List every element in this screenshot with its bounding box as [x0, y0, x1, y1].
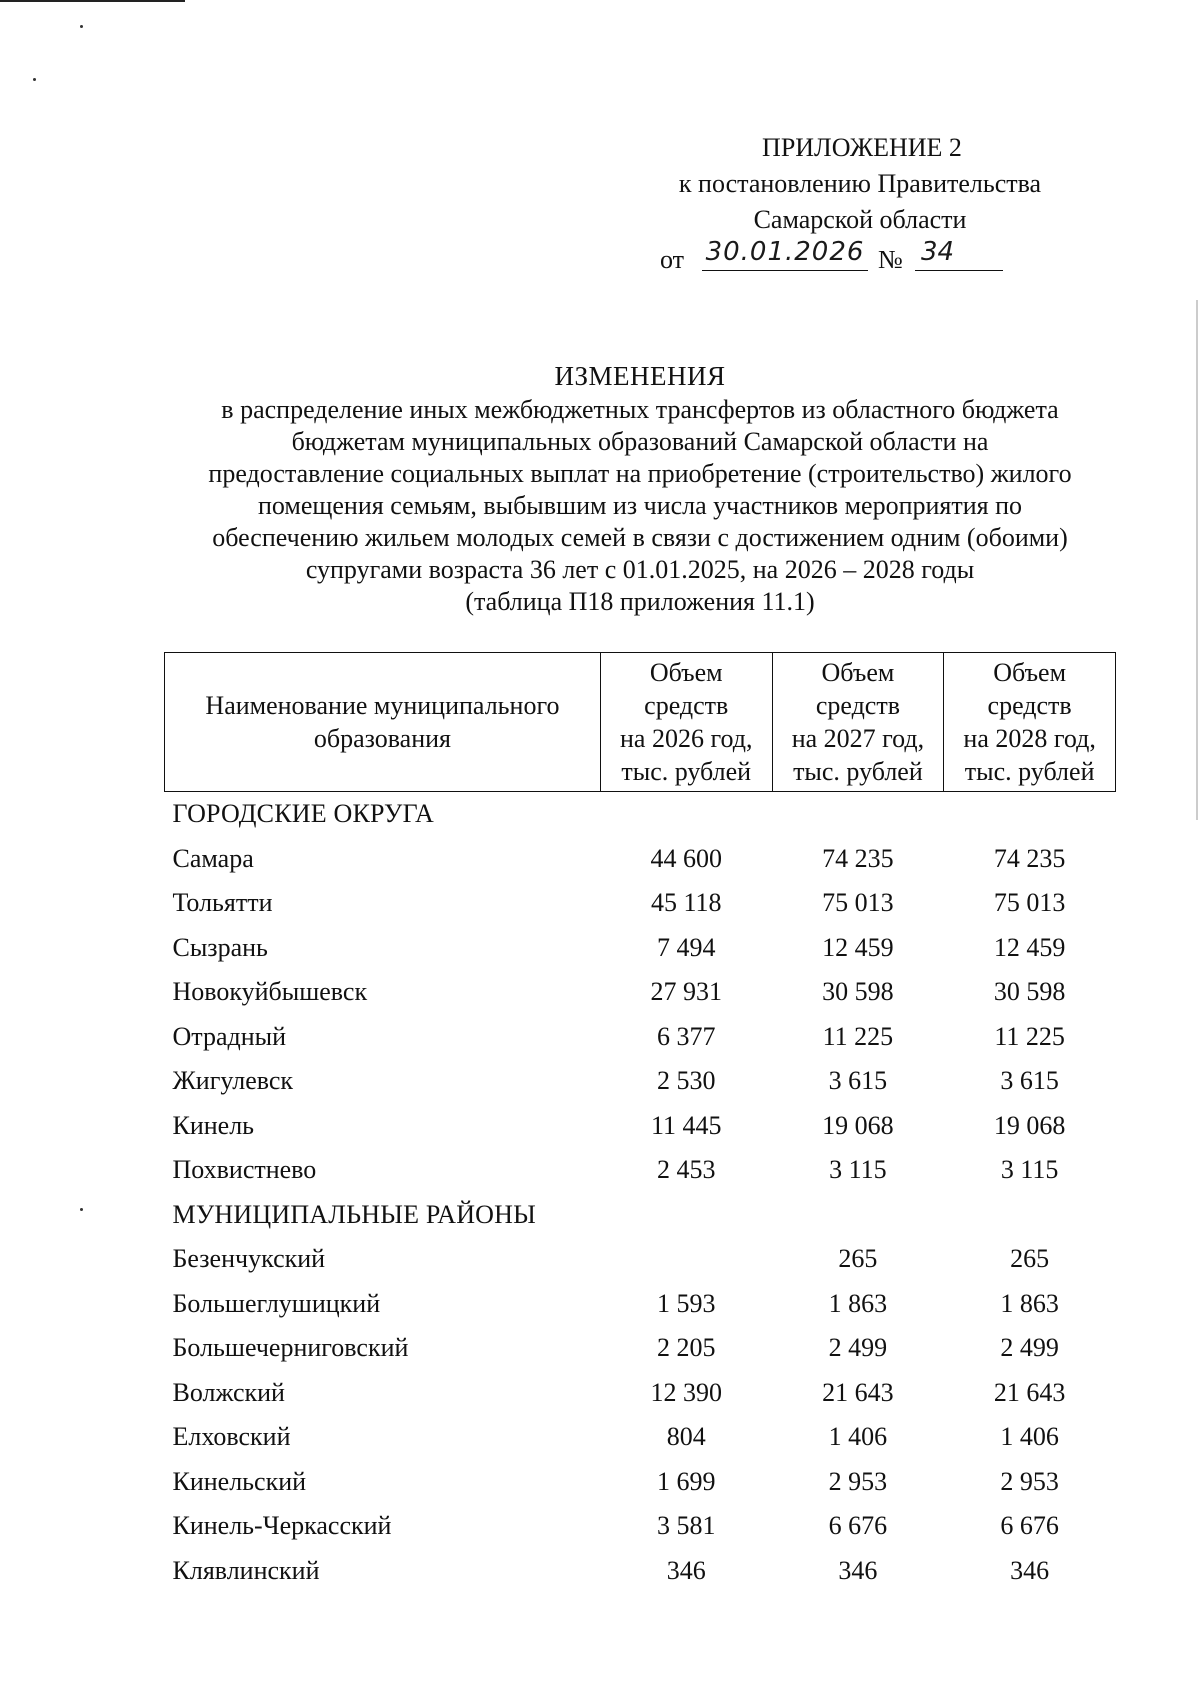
title-heading: ИЗМЕНЕНИЯ: [554, 361, 726, 391]
header-2026: Объем средств на 2026 год, тыс. рублей: [600, 653, 772, 792]
title-line: обеспечению жильем молодых семей в связи с достижением одним (обоими): [212, 523, 1068, 552]
table-row: Кинельский 1 699 2 953 2 953: [172, 1466, 1059, 1496]
header-2027: Объем средств на 2027 год, тыс. рублей: [772, 653, 944, 792]
section-row: ГОРОДСКИЕ ОКРУГА: [172, 799, 435, 829]
table-row: Клявлинский 346 346 346: [172, 1555, 1050, 1585]
header-municipality: Наименование муниципального образования: [165, 653, 601, 792]
handwritten-date: 30.01.2026: [702, 234, 868, 271]
table-row: Жигулевск 2 530 3 615 3 615: [172, 1066, 1059, 1096]
appendix-header: [640, 130, 1080, 280]
appendix-reference: к постановлению Правительства: [678, 169, 1042, 198]
scan-speck: [80, 1208, 83, 1211]
table-row: Новокуйбышевск 27 931 30 598 30 598: [172, 977, 1066, 1007]
table-row: Безенчукский 265 265: [172, 1244, 1050, 1274]
table-body: [165, 792, 1116, 1594]
appendix-region: Самарской области: [753, 205, 967, 234]
scan-speck: [80, 25, 83, 28]
table-row: Тольятти 45 118 75 013 75 013: [172, 888, 1066, 918]
title-line: (таблица П18 приложения 11.1): [465, 587, 815, 616]
title-line: супругами возраста 36 лет с 01.01.2025, на 2026 – 2028 годы: [305, 555, 975, 584]
scan-edge-line: [0, 0, 185, 2]
table-row: Кинель 11 445 19 068 19 068: [172, 1110, 1066, 1140]
section-row: МУНИЦИПАЛЬНЫЕ РАЙОНЫ: [172, 1199, 536, 1229]
header-2028: Объем средств на 2028 год, тыс. рублей: [944, 653, 1116, 792]
scan-edge-shadow: [1196, 300, 1198, 820]
title-line: бюджетам муниципальных образований Самарской области на: [291, 427, 989, 456]
date-prefix: от: [660, 245, 685, 274]
table-row: Волжский 12 390 21 643 21 643: [172, 1377, 1066, 1407]
title-line: предоставление социальных выплат на приобретение (строительство) жилого: [208, 459, 1072, 488]
title-line: в распределение иных межбюджетных трансфертов из областного бюджета: [221, 395, 1059, 424]
table-row: Большечерниговский 2 205 2 499 2 499: [172, 1333, 1059, 1363]
table-row: Самара 44 600 74 235 74 235: [172, 843, 1066, 873]
table-header-row: [165, 653, 1116, 792]
document-title: [160, 360, 1120, 618]
table-row: Похвистнево 2 453 3 115 3 115: [172, 1155, 1059, 1185]
table-row: Кинель-Черкасский 3 581 6 676 6 676: [172, 1511, 1059, 1541]
appendix-date-line: [640, 237, 1080, 280]
number-sign: №: [878, 245, 903, 274]
table-row: Большеглушицкий 1 593 1 863 1 863: [172, 1288, 1059, 1318]
scan-speck: [33, 78, 36, 81]
handwritten-number: 34: [915, 234, 1003, 271]
title-line: помещения семьям, выбывшим из числа участников мероприятия по: [257, 491, 1023, 520]
distribution-table: [164, 652, 1116, 1593]
appendix-label: ПРИЛОЖЕНИЕ 2: [762, 133, 962, 162]
table-row: Сызрань 7 494 12 459 12 459: [172, 932, 1066, 962]
table-row: Отрадный 6 377 11 225 11 225: [172, 1021, 1065, 1051]
table-row: Елховский 804 1 406 1 406: [172, 1422, 1059, 1452]
